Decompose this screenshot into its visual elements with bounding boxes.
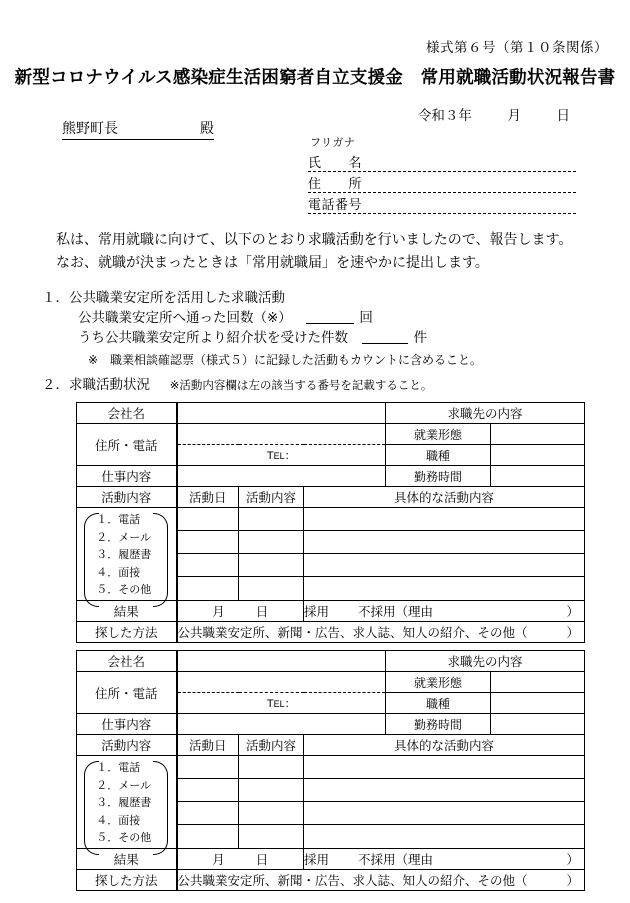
table-row-activity-header [77,487,585,508]
search-method-paren-close: ） [566,625,580,640]
value-activity-detail[interactable] [304,508,585,531]
activity-option: ３．履歴書 [96,797,152,809]
value-activity-date[interactable] [177,779,239,802]
label-employment-type: 就業形態 [386,424,491,445]
label-employment-type: 就業形態 [386,672,491,693]
table-row-job-content [77,466,585,487]
value-activity-detail[interactable] [304,802,585,825]
furigana-label: フリガナ [310,137,356,149]
address-row [308,174,576,193]
value-address[interactable] [177,424,386,445]
body-line-2: なお、就職が決まったときは「常用就職届」を速やかに提出します。 [56,254,489,270]
date-month-label: 月 [507,108,521,123]
label-activity-date: 活動日 [177,735,239,756]
label-activity-date: 活動日 [177,487,239,508]
table-row-company [77,403,585,424]
activity-option: ３．履歴書 [96,549,152,561]
label-occupation: 職種 [386,693,491,714]
name-row [308,153,576,172]
activity-option: ２．メール [96,531,152,544]
visit-count-input[interactable] [306,310,354,324]
value-employment-type[interactable] [491,424,585,445]
value-activity-type[interactable] [239,577,304,600]
result-outcome-cell[interactable] [304,600,585,621]
value-activity-date[interactable] [177,531,239,554]
value-activity-detail[interactable] [304,577,585,600]
search-method-paren-close: ） [566,873,580,888]
table-row-activity-1 [77,756,585,779]
tel-prefix-icon: TEL： [266,698,296,710]
label-result: 結果 [77,600,177,621]
addressee-honorific: 殿 [200,120,214,136]
value-activity-detail[interactable] [304,756,585,779]
date-line [418,104,570,124]
activity-table-2 [76,650,585,891]
value-occupation[interactable] [491,693,585,714]
value-activity-type[interactable] [239,825,304,848]
label-company-name: 会社名 [77,403,177,424]
value-job-content[interactable] [177,466,386,487]
value-activity-detail[interactable] [304,554,585,577]
label-address-phone: 住所・電話 [77,672,177,714]
result-not-hired-option[interactable]: 不採用（理由 [357,852,433,867]
date-day-label: 日 [556,108,570,123]
value-work-hours[interactable] [491,466,585,487]
label-activity-detail: 具体的な活動内容 [304,735,585,756]
value-company-name[interactable] [177,651,386,672]
result-day-label: 日 [255,852,269,867]
section-1-note: ※ 職業相談確認票（様式５）に記録した活動もカウントに含めること。 [88,353,483,367]
value-job-content[interactable] [177,714,386,735]
addressee [62,118,214,140]
search-method-options: 公共職業安定所、新聞・広告、求人誌、知人の紹介、その他（ [177,625,528,640]
activity-table-1 [76,402,585,643]
brace-left-icon [84,513,99,607]
value-activity-detail[interactable] [304,531,585,554]
table-row-activity-1 [77,508,585,531]
value-activity-date[interactable] [177,802,239,825]
value-work-hours[interactable] [491,714,585,735]
activity-option: ４．面接 [96,814,141,827]
label-search-method: 探した方法 [77,869,177,890]
section-1 [42,288,602,370]
table-row-address [77,672,585,693]
value-occupation[interactable] [491,445,585,466]
value-employment-type[interactable] [491,672,585,693]
value-tel[interactable] [177,693,386,714]
label-activity-type: 活動内容 [239,735,304,756]
search-method-options: 公共職業安定所、新聞・広告、求人誌、知人の紹介、その他（ [177,873,528,888]
result-month-label: 月 [212,604,225,619]
value-activity-date[interactable] [177,756,239,779]
name-label: 氏 名 [308,155,362,170]
address-label: 住 所 [308,176,362,191]
section-2-heading: ２．求職活動状況 [42,377,150,392]
table-row-search-method [77,869,585,890]
label-job-content: 仕事内容 [77,466,177,487]
value-activity-date[interactable] [177,554,239,577]
result-month-label: 月 [212,852,225,867]
result-not-hired-option[interactable]: 不採用（理由 [357,604,433,619]
value-address[interactable] [177,672,386,693]
label-address-phone: 住所・電話 [77,424,177,466]
label-job-content: 仕事内容 [77,714,177,735]
brace-right-icon [153,513,168,607]
value-company-name[interactable] [177,403,386,424]
section-1-item-2-label: うち公共職業安定所より紹介状を受けた件数 [78,330,348,345]
phone-label: 電話番号 [308,197,363,212]
value-activity-detail[interactable] [304,825,585,848]
result-paren-close: ） [566,604,580,619]
activity-options-list [78,508,174,600]
search-method-cell[interactable] [177,621,585,642]
section-1-item-1-label: 公共職業安定所へ通った回数（※） [78,310,292,325]
body-paragraph [56,228,596,274]
tel-prefix-icon: TEL： [266,450,296,462]
label-job-target-content: 求職先の内容 [386,403,585,424]
phone-row [308,195,576,214]
referral-count-input[interactable] [362,330,408,344]
label-activity-content: 活動内容 [77,735,177,756]
value-activity-date[interactable] [177,825,239,848]
label-company-name: 会社名 [77,651,177,672]
label-occupation: 職種 [386,445,491,466]
value-activity-date[interactable] [177,508,239,531]
section-2-note: ※活動内容欄は左の該当する番号を記載すること。 [169,380,433,392]
label-search-method: 探した方法 [77,621,177,642]
result-outcome-cell[interactable] [304,848,585,869]
result-date-cell[interactable] [177,600,304,621]
result-paren-close: ） [566,852,580,867]
activity-option: ２．メール [96,779,152,792]
value-activity-type[interactable] [239,508,304,531]
activity-option: １．電話 [96,762,141,774]
table-row-company [77,651,585,672]
search-method-cell[interactable] [177,869,585,890]
result-hired-option[interactable]: 採用 [304,852,330,867]
applicant-block [308,134,576,216]
table-row-search-method [77,621,585,642]
label-result: 結果 [77,848,177,869]
value-activity-type[interactable] [239,554,304,577]
activity-options-cell [77,508,177,601]
value-activity-type[interactable] [239,802,304,825]
visit-count-unit: 回 [359,310,373,325]
form-number: 様式第６号（第１０条関係） [426,40,608,55]
label-work-hours: 勤務時間 [386,714,491,735]
table-row-activity-header [77,735,585,756]
label-work-hours: 勤務時間 [386,466,491,487]
section-1-heading: １．公共職業安定所を活用した求職活動 [42,290,285,305]
label-activity-content: 活動内容 [77,487,177,508]
page-title: 新型コロナウイルス感染症生活困窮者自立支援金 常用就職活動状況報告書 [14,67,616,87]
activity-option: ５．その他 [96,584,152,596]
section-1-item-1 [42,308,602,328]
addressee-office: 熊野町長 [62,120,118,136]
activity-option: １．電話 [96,514,141,526]
label-activity-detail: 具体的な活動内容 [304,487,585,508]
referral-count-unit: 件 [413,330,428,345]
table-row-address [77,424,585,445]
body-line-1: 私は、常用就職に向けて、以下のとおり求職活動を行いましたので、報告します。 [56,231,573,247]
value-activity-type[interactable] [239,756,304,779]
section-2-heading-row [42,373,432,393]
result-date-cell[interactable] [177,848,304,869]
value-tel[interactable] [177,445,386,466]
activity-option: ５．その他 [96,832,152,844]
brace-right-icon [153,761,168,855]
value-activity-detail[interactable] [304,779,585,802]
brace-left-icon [84,761,99,855]
result-day-label: 日 [255,604,269,619]
label-activity-type: 活動内容 [239,487,304,508]
activity-option: ４．面接 [96,566,141,579]
result-hired-option[interactable]: 採用 [304,604,330,619]
label-job-target-content: 求職先の内容 [386,651,585,672]
activity-options-cell [77,756,177,849]
table-row-job-content [77,714,585,735]
section-1-item-2 [42,328,602,348]
value-activity-type[interactable] [239,779,304,802]
value-activity-type[interactable] [239,531,304,554]
value-activity-date[interactable] [177,577,239,600]
activity-options-list [78,756,174,848]
date-era-year: 令和３年 [417,108,472,123]
